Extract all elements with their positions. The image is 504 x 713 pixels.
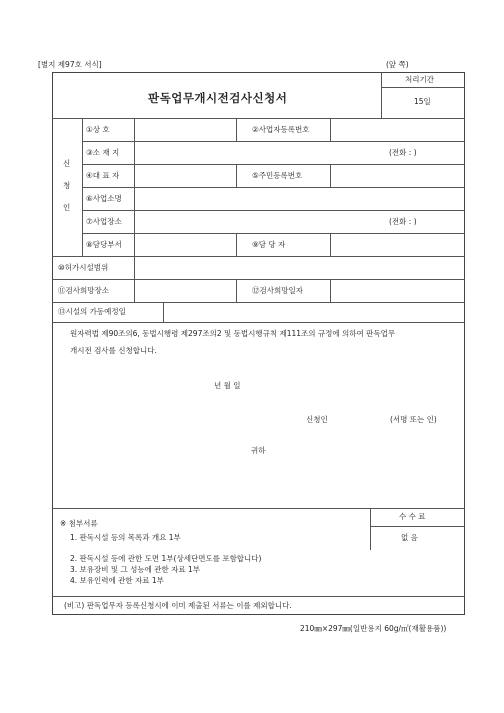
applicant-label-1: 신 bbox=[63, 159, 71, 168]
application-date: 년 월 일 bbox=[214, 381, 241, 390]
representative-label: ④대 표 자 bbox=[86, 171, 120, 180]
page-side: (앞 쪽) bbox=[386, 60, 409, 69]
fee-label: 수 수 료 bbox=[399, 512, 426, 521]
applicant-label-2: 청 bbox=[63, 181, 71, 190]
phone-2: (전화 : ) bbox=[389, 217, 417, 226]
address-label: ③소 재 지 bbox=[86, 148, 120, 157]
fee-value: 없 음 bbox=[401, 533, 418, 542]
resident-reg-no-label: ⑤주민등록번호 bbox=[252, 171, 303, 180]
recipient-label: 귀하 bbox=[251, 446, 266, 455]
business-name-label: ⑥사업소명 bbox=[86, 194, 122, 203]
applicant-label-3: 인 bbox=[63, 203, 71, 212]
attachment-item-2: 2. 판독시설 등에 관한 도면 1부(상세단면도를 포함합니다) bbox=[70, 554, 262, 563]
paper-spec: 210㎜×297㎜(일반용지 60g/㎡(재활용품)) bbox=[300, 624, 447, 633]
phone-1: (전화 : ) bbox=[389, 148, 417, 157]
attachments-heading: ※ 첨부서류 bbox=[60, 519, 98, 528]
remark-note: (비고) 판독업무자 등록신청시에 이미 제출된 서류는 이를 제외합니다. bbox=[64, 601, 292, 610]
body-text-line-1: 원자력법 제90조의6, 동법시행령 제297조의2 및 동법시행규칙 제111조의 규정에 의하여 판독업무 bbox=[70, 329, 396, 338]
attachment-item-3: 3. 보유장비 및 그 성능에 관한 자료 1부 bbox=[70, 565, 201, 574]
department-label: ⑧담당부서 bbox=[86, 240, 122, 249]
form-title: 판독업무개시전검사신청서 bbox=[148, 91, 288, 105]
body-text-line-2: 개시전 검사를 신청합니다. bbox=[70, 346, 157, 355]
sign-label: (서명 또는 인) bbox=[390, 415, 437, 424]
business-place-label: ⑦사업장소 bbox=[86, 217, 122, 226]
permit-scope-label: ⑩허가시설범위 bbox=[58, 263, 109, 272]
processing-period-value: 15일 bbox=[414, 97, 431, 106]
operation-date-label: ⑬시설의 가동예정일 bbox=[58, 307, 126, 316]
form-number: [별지 제97호 서식] bbox=[38, 60, 102, 69]
inspection-date-label: ⑫검사희망일자 bbox=[252, 286, 303, 295]
applicant-sign-label: 신청인 bbox=[306, 415, 328, 424]
trade-name-label: ①상 호 bbox=[86, 125, 110, 134]
attachment-item-1: 1. 판독시설 등의 목록과 개요 1부 bbox=[70, 533, 181, 542]
attachment-item-4: 4. 보유인력에 관한 자료 1부 bbox=[70, 576, 164, 585]
person-in-charge-label: ⑨담 당 자 bbox=[252, 240, 286, 249]
business-reg-no-label: ②사업자등록번호 bbox=[252, 125, 310, 134]
inspection-place-label: ⑪검사희망장소 bbox=[58, 286, 109, 295]
processing-period-label: 처리기간 bbox=[405, 75, 434, 84]
